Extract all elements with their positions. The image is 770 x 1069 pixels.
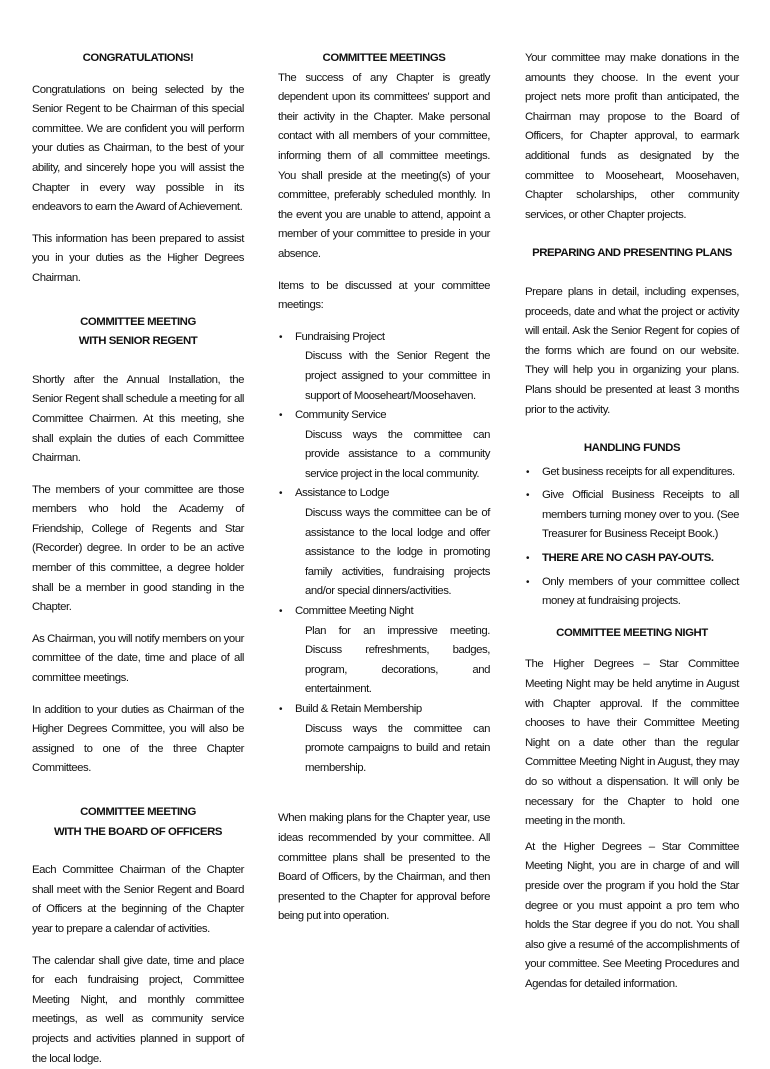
paragraph: Each Committee Chairman of the Chapter shall meet with the Senior Regent and Board of Officers at the beginning of the Chapter year to prepare a calendar of activities. [32,864,244,935]
heading-meeting-senior-regent-line1: COMMITTEE MEETING [80,315,196,328]
list-item-text: Give Official Business Receipts to all members turning money over to you. (See Treasurer for Business Receipt Book.) [542,489,739,541]
list-item [278,328,490,406]
paragraph: Your committee may make donations in the amounts they choose. In the event your project nets more profit than anticipated, the Chairman may propose to the Board of Officers, for Chapter approval, to earmark additional funds as designated by the committee to Mooseheart, Moosehaven, Chapter scholarships, other community services, or other Chapter projects. [525,52,739,221]
list-item [525,486,739,545]
paragraph: Shortly after the Annual Installation, the Senior Regent shall schedule a meeting for all Committee Chairmen. At this meeting, she shall explain the duties of each Committee Chairman. [32,373,244,465]
list-item-text: Get business receipts for all expenditures. [542,465,735,478]
bullet-icon: • [526,553,530,565]
list-item-description: Discuss ways the committee can be of assistance to the local lodge and offer assistance to the lodge in promoting family activities, fundraising projects and/or special dinners/activities. [305,507,490,598]
list-item [278,602,490,700]
list-item [525,573,739,612]
list-item [525,549,739,569]
bullet-icon: • [526,576,530,588]
heading-congratulations: CONGRATULATIONS! [82,52,194,64]
paragraph: Prepare plans in detail, including expenses, proceeds, date and what the project or activity will entail. Ask the Senior Regent for copies of the forms which are found on our website. They will help you in organizing your plans. Plans should be presented at least 3 months prior to the activity. [525,285,739,416]
column-left [32,49,244,1069]
heading-meeting-board-line2: WITH THE BOARD OF OFFICERS [53,825,222,838]
paragraph: When making plans for the Chapter year, use ideas recommended by your committee. All committee plans shall be presented to the Board of Officers, by the Chairman, and then presented to the Chapter for approval before being put into operation. [278,812,490,923]
heading-meeting-board-line1: COMMITTEE MEETING [80,806,196,818]
paragraph: The members of your committee are those members who hold the Academy of Friendship, College of Regents and Star (Recorder) degree. In order to be an active member of this committee, a degree holder shall be a member in good standing in the Chapter. [32,483,244,614]
list-item [525,463,739,483]
column-middle [278,49,490,927]
bullet-icon: • [279,410,283,422]
heading-committee-meeting-night: COMMITTEE MEETING NIGHT [556,626,708,639]
paragraph: Congratulations on being selected by the Senior Regent to be Chairman of this special committee. We are confident you will perform your duties as Chairman, to the best of your ability, and sincerely hope you will assist the Chapter in every way possible in its endeavors to earn the Award of Achievement. [32,83,244,214]
bullet-icon: • [279,704,283,715]
paragraph: In addition to your duties as Chairman of the Higher Degrees Committee, you will also be assigned to one of the three Chapter Committees. [32,703,244,775]
list-item-title: Community Service [295,409,387,422]
list-item-description: Discuss ways the committee can provide assistance to a community service project in the local community. [305,428,490,480]
paragraph: The success of any Chapter is greatly dependent upon its committees' support and their activity in the Chapter. Make personal contact with all members of your committee, informing them of all committee meetings. You shall preside at the meeting(s) of your committee, preferably scheduled monthly. In the event you are unable to attend, appoint a member of your committee to preside in your absence. [278,71,490,260]
list-item-title: Assistance to Lodge [295,487,390,500]
list-item-text: Only members of your committee collect money at fundraising projects. [542,575,739,608]
bullet-icon: • [526,466,530,478]
meeting-items-list [278,328,490,779]
bullet-icon: • [279,488,283,500]
heading-preparing-plans: PREPARING AND PRESENTING PLANS [532,247,732,260]
column-right [525,49,739,995]
heading-handling-funds: HANDLING FUNDS [583,442,681,455]
paragraph: The Higher Degrees – Star Committee Meeting Night may be held anytime in August with Chapter approval. If the committee chooses to have their Committee Meeting Night on a date other than the regular Committee Meeting Night in August, they may do so without a dispensation. It will only be necessary for the Chapter to hold one meeting in the month. [525,658,739,828]
paragraph: As Chairman, you will notify members on your committee of the date, time and place of all committee meetings. [32,632,244,685]
list-item [278,700,490,778]
heading-committee-meetings: COMMITTEE MEETINGS [322,52,446,64]
list-item-title: Build & Retain Membership [295,703,422,715]
bullet-icon: • [526,490,530,502]
list-item-description: Discuss with the Senior Regent the project assigned to your committee in support of Mooseheart/Moosehaven. [305,350,490,402]
list-item-description: Discuss ways the committee can promote campaigns to build and retain membership. [305,722,490,774]
list-item-description: Plan for an impressive meeting. Discuss refreshments, badges, program, decorations, and entertainment. [305,624,490,696]
list-item [278,484,490,602]
paragraph: This information has been prepared to assist you in your duties as the Higher Degrees Chairman. [32,232,244,284]
bullet-icon: • [279,606,283,618]
list-item-title: Committee Meeting Night [295,605,414,618]
bullet-icon: • [279,331,283,343]
paragraph: Items to be discussed at your committee meetings: [278,279,490,312]
list-item-text: THERE ARE NO CASH PAY-OUTS. [542,552,714,565]
paragraph: At the Higher Degrees – Star Committee Meeting Night, you are in charge of and will preside over the program if you hold the Star degree or you must appoint a pro tem who holds the Star degree if you do not. You shall also give a resumé of the accomplishments of your committee. See Meeting Procedures and Agendas for detailed information. [525,840,739,990]
funds-list [525,463,739,612]
list-item [278,406,490,484]
heading-meeting-senior-regent-line2: WITH SENIOR REGENT [78,335,198,348]
list-item-title: Fundraising Project [295,330,385,343]
paragraph: The calendar shall give date, time and place for each fundraising project, Committee Meeting Night, and monthly committee meetings, as well as community service projects and activities planned in support of the local lodge. [32,954,244,1065]
